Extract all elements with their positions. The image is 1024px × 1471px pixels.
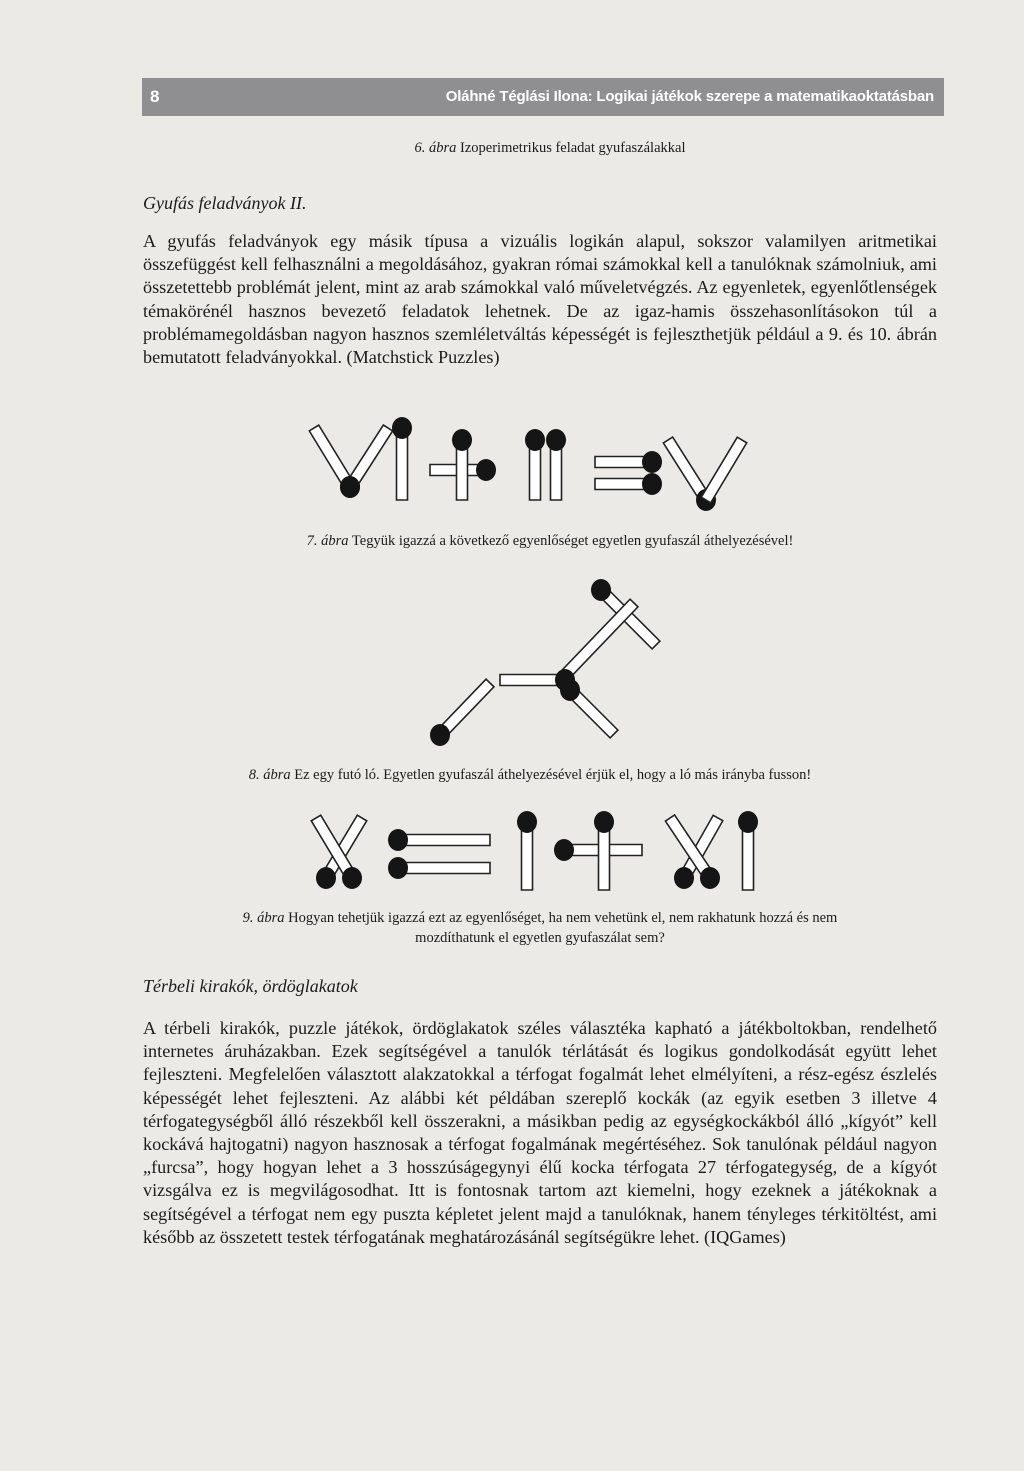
figure-8-caption [160,765,900,785]
page-number: 8 [150,87,160,106]
figure-8-matchstick-horse [430,579,660,746]
matchstick [546,429,566,500]
figure-9-label: 9. ábra [242,910,285,926]
section-title-matchstick: Gyufás feladványok II. [143,193,307,213]
matchstick [595,451,662,473]
matchstick [701,437,746,503]
figure-9-matchstick-equation [311,811,758,890]
figure-8-caption-text: Ez egy futó ló. Egyetlen gyufaszál áthelyezésével érjük el, hogy a ló más irányba fusson! [294,767,812,783]
figure-7-matchstick-equation [309,417,746,511]
matchstick [560,679,618,738]
matchstick [388,829,490,851]
figure-6-label: 6. ábra [414,140,457,156]
matchstick [517,811,537,890]
figure-8-label: 8. ábra [248,767,291,783]
figure-7-caption-text: Tegyük igazzá a következő egyenlőséget egyetlen gyufaszál áthelyezésével! [351,533,794,549]
figure-7-caption [250,531,850,551]
matchstick [525,429,545,500]
matchstick [392,417,412,500]
paragraph-3d-puzzles: A térbeli kirakók, puzzle játékok, ördöglakatok széles választéka kapható a játékboltokban, rendelhető internetes áruházakban. Ezek segítségével a tanulók térlátását és logikus gondolkodását együtt lehet fejleszteni. Megfelelően választott alakzatokkal a térfogat fogalmát lehet elmélyíteni, a rész-egész észlelés képességét lehet fejleszteni. Az alábbi két példában szereplő kockák (az egyik esetben 3 illetve 4 térfogategységből álló részekből kell összerakni, a másikban pedig az egységkockákból álló „kígyót” kell kockává hajtogatni) nagyon hasznosak a térfogat fogalmának megértéséhez. Sok tanulónak például nagyon „furcsa”, hogy hogyan lehet a 3 hosszúságegynyi élű kocka térfogata 27 térfogategység, de a kígyót vizsgálva ez is megvilágosodhat. Itt is fontosnak tartom azt kiemelni, hogy ezeknek a játékoknak a segítségével a térfogat nem egy puszta képletet jelent majd a tanulóknak, hanem tényleges térkitöltést, ami később az összetett testek térfogatának meghatározásánál segítségükre lehet. (IQGames) [143,1018,937,1247]
running-title: Oláhné Téglási Ilona: Logikai játékok szerepe a matematikaoktatásban [445,88,934,105]
matchstick [561,599,638,679]
matchstick [340,425,393,498]
figure-9-caption-line-1: Hogyan tehetjük igazzá ezt az egyenlőséget, ha nem vehetünk el, nem rakhatunk hozzá és nem [288,910,838,926]
matchstick [388,857,490,879]
figure-6-caption-text: Izoperimetrikus feladat gyufaszálakkal [460,140,686,156]
figure-7-label: 7. ábra [306,533,349,549]
section-title-3d-puzzles: Térbeli kirakók, ördöglakatok [143,976,358,996]
matchstick [430,679,494,746]
figure-9-caption [140,908,940,948]
paragraph-matchstick: A gyufás feladványok egy másik típusa a vizuális logikán alapul, sokszor valamilyen aritmetikai összefüggést kell felhasználni a megoldásához, gyakran római számokkal kell a tanulóknak számolniuk, ami összetettebb problémát jelent, mint az arab számokkal való műveletvégzés. Az egyenletek, egyenlőtlenségek témakörénél hasznos bevezető feladatok lehetnek. De az igaz-hamis összehasonlításokon túl a problémamegoldásban nagyon hasznos szemléletváltás képességét is fejleszthetjük például a 9. és 10. ábrán bemutatott feladványokkal. (Matchstick Puzzles) [143,231,937,368]
figure-9-caption-line-2: mozdíthatunk el egyetlen gyufaszálat sem? [415,930,665,946]
matchstick [738,811,758,890]
matchstick [595,473,662,495]
